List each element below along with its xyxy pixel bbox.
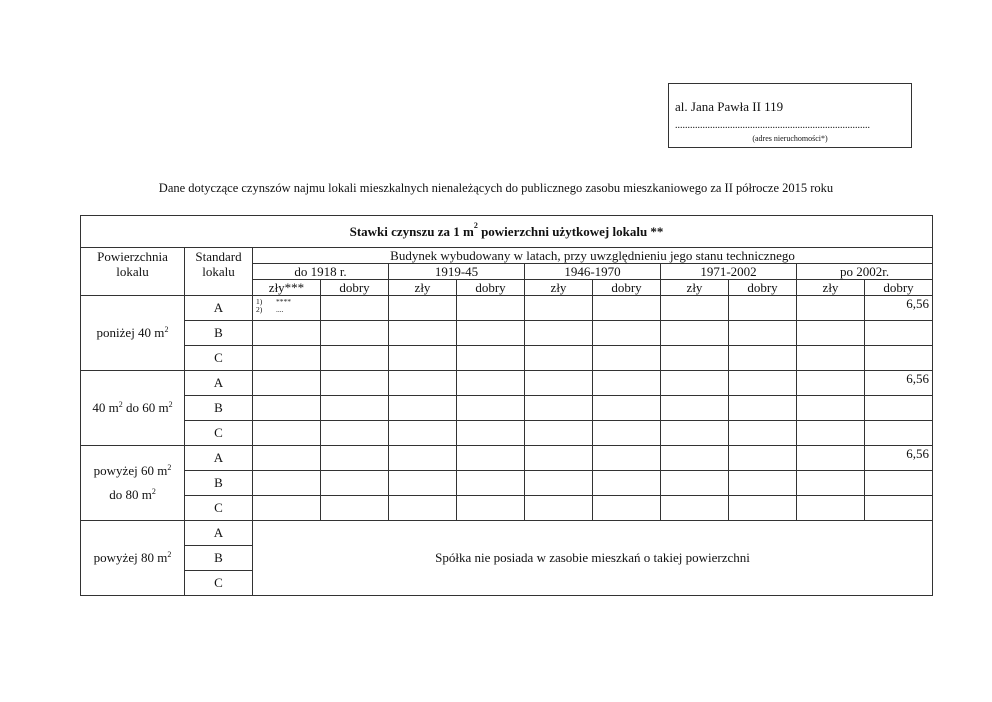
standard-cell: A <box>185 296 253 321</box>
state-header: zły <box>525 280 593 296</box>
table-row <box>81 421 933 446</box>
table-row <box>81 321 933 346</box>
document-heading: Dane dotyczące czynszów najmu lokali mieszkalnych nienależących do publicznego zasobu mieszkaniowego za II półrocze 2015 roku <box>158 181 834 195</box>
area-group-label: poniżej 40 $m^2$ <box>81 296 185 371</box>
table-row <box>81 446 933 471</box>
table-row <box>81 346 933 371</box>
state-header: dobry <box>865 280 933 296</box>
rate-value: 6,56 <box>865 446 933 471</box>
rate-value: 6,56 <box>865 296 933 321</box>
standard-cell: C <box>185 421 253 446</box>
standard-cell: B <box>185 396 253 421</box>
footnote-cell: 1) **** 2) .... <box>253 296 321 321</box>
table-row <box>81 471 933 496</box>
standard-cell: C <box>185 571 253 596</box>
state-header: dobry <box>729 280 797 296</box>
property-address: al. Jana Pawła II 119 <box>675 99 784 114</box>
rent-rates-table <box>80 215 933 596</box>
period-header: 1971-2002 <box>661 264 797 280</box>
standard-cell: A <box>185 371 253 396</box>
period-header: 1946-1970 <box>525 264 661 280</box>
standard-cell: B <box>185 546 253 571</box>
address-caption: (adres nieruchomości*) <box>752 134 828 143</box>
table-row <box>81 371 933 396</box>
area-group-label: 40 $m^2$ do 60 $m^2$ <box>81 371 185 446</box>
period-header: do 1918 r. <box>253 264 389 280</box>
standard-cell: C <box>185 346 253 371</box>
table-row <box>81 296 933 321</box>
standard-cell: B <box>185 471 253 496</box>
state-header: zły <box>797 280 865 296</box>
area-group-label: powyżej 80 $m^2$ <box>81 521 185 596</box>
period-header: 1919-45 <box>389 264 525 280</box>
standard-column-header: Standard lokalu <box>185 248 253 296</box>
no-units-notice: Spółka nie posiada w zasobie mieszkań o takiej powierzchni <box>253 521 933 596</box>
standard-cell: A <box>185 521 253 546</box>
state-header: dobry <box>321 280 389 296</box>
rate-value: 6,56 <box>865 371 933 396</box>
period-header: po 2002r. <box>797 264 933 280</box>
standard-cell: B <box>185 321 253 346</box>
standard-cell: C <box>185 496 253 521</box>
area-group-label: powyżej 60 $m^2$ do 80 $m^2$ <box>81 446 185 521</box>
address-box <box>668 83 912 148</box>
state-header: dobry <box>593 280 661 296</box>
state-header: dobry <box>457 280 525 296</box>
state-header: zły*** <box>253 280 321 296</box>
state-header: zły <box>661 280 729 296</box>
building-age-header: Budynek wybudowany w latach, przy uwzględnieniu jego stanu technicznego <box>253 248 933 264</box>
standard-cell: A <box>185 446 253 471</box>
area-column-header: Powierzchnia lokalu <box>81 248 185 296</box>
table-title: Stawki czynszu za 1 $m^2$ powierzchni użytkowej lokalu ** <box>81 216 933 248</box>
table-row <box>81 396 933 421</box>
address-dotted-line: .............................................................................. <box>675 121 870 131</box>
state-header: zły <box>389 280 457 296</box>
table-row <box>81 521 933 546</box>
table-row <box>81 496 933 521</box>
